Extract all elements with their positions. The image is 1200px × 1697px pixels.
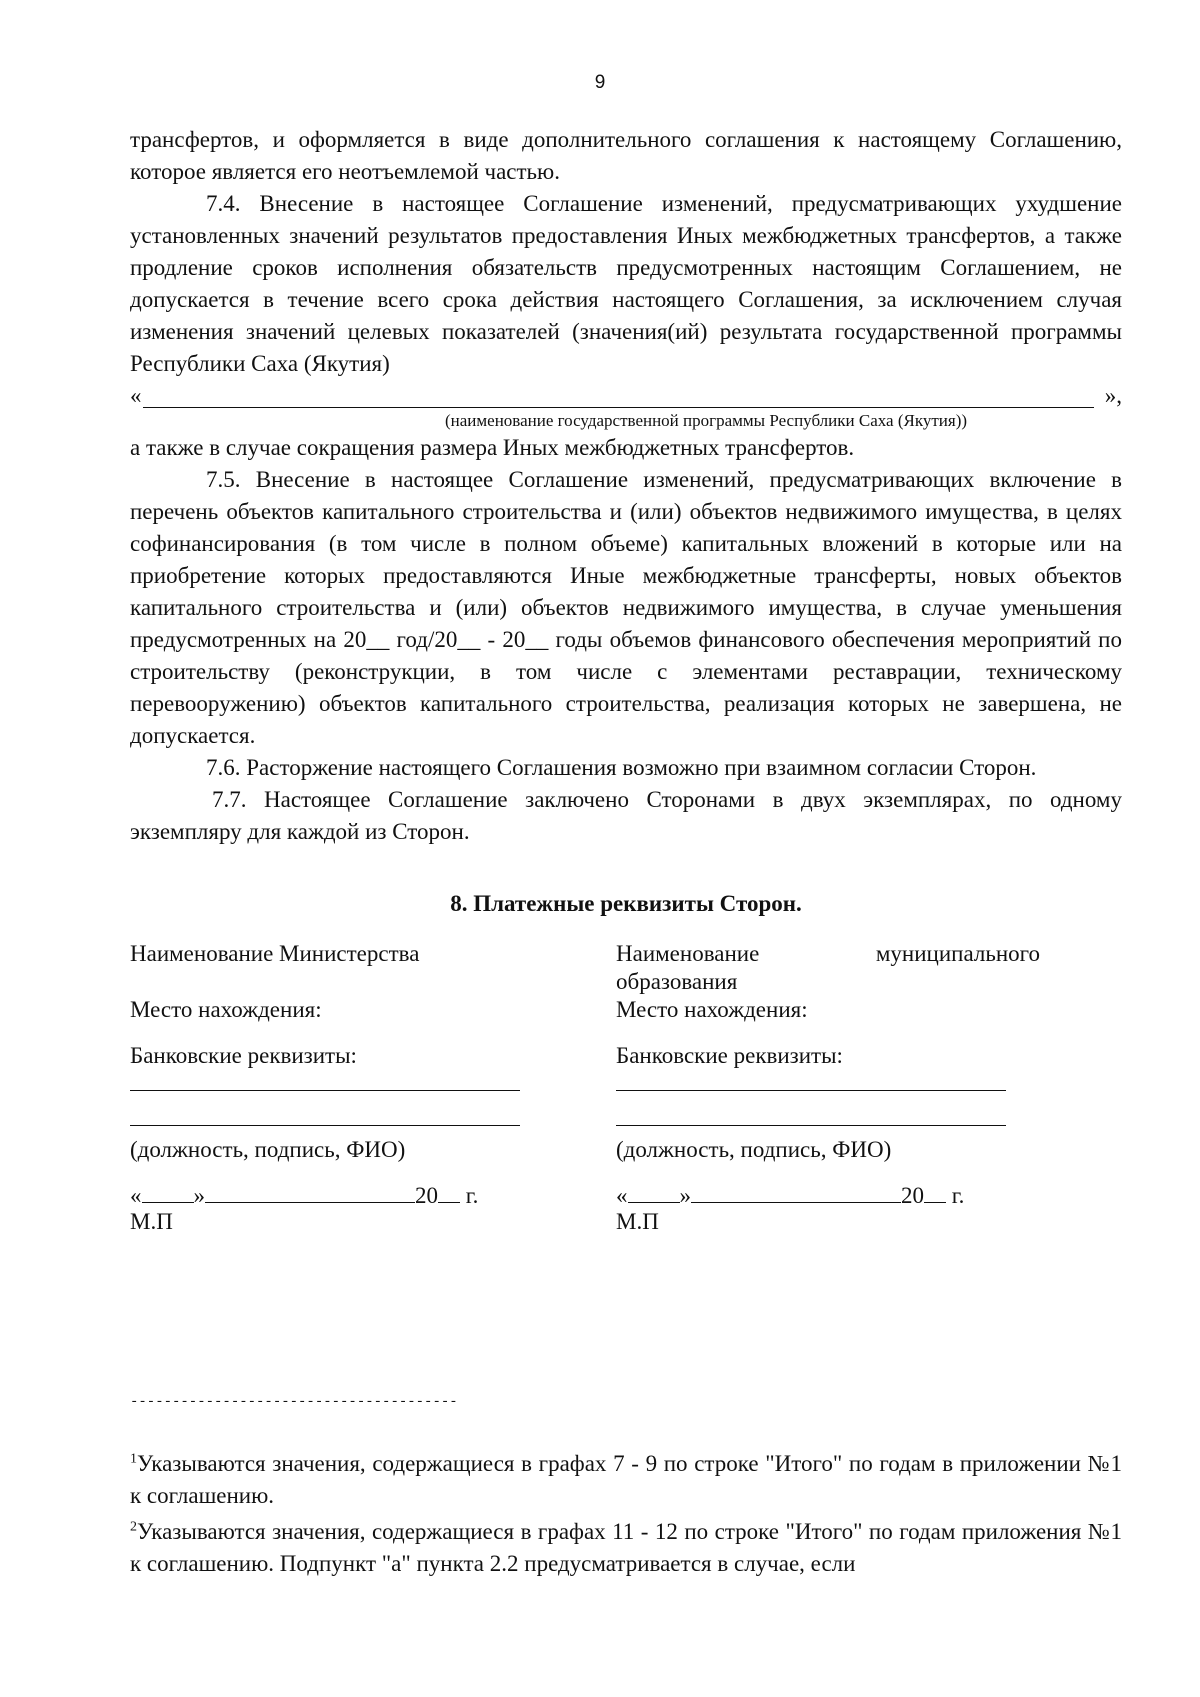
date-year-suffix: г. [951,1183,965,1208]
ministry-location-label: Место нахождения: [130,997,322,1022]
ministry-date-line [130,1182,530,1209]
blank-close-quote: », [1104,383,1122,408]
footnotes [130,1448,1122,1584]
municipality-location-label: Место нахождения: [616,997,808,1022]
municipality-name-word3: образования [616,969,738,994]
footnote-mark: 2 [130,1519,137,1535]
section-8-title: 8. Платежные реквизиты Сторон. [450,891,802,916]
blank-underline [143,407,1094,408]
program-name-blank [130,380,1122,412]
municipality-name-word2: муниципального [875,941,1040,966]
page-number: 9 [594,72,606,93]
municipality-name-word1: Наименование [616,941,760,966]
date-year-prefix: 20 [415,1183,438,1208]
municipality-date-line [616,1182,1016,1209]
footnote-separator: --------------------------------------- [130,1394,458,1410]
date-open-quote: « [616,1183,628,1208]
ministry-signature-caption: (должность, подпись, ФИО) [130,1137,406,1162]
municipality-name-label [616,940,1040,968]
date-year-prefix: 20 [901,1183,924,1208]
payment-details [130,940,1122,1270]
paragraph-7-7: 7.7. Настоящее Соглашение заключено Сторонами в двух экземплярах, по одному экземпляру для каждой из Сторон. [130,787,1122,844]
municipality-seal: М.П [616,1209,659,1234]
footnote-text: Указываются значения, содержащиеся в графах 11 - 12 по строке "Итого" по годам приложения №1 к соглашению. Подпункт "а" пункта 2.2 предусматривается в случае, если [130,1519,1122,1576]
program-name-caption: (наименование государственной программы Республики Саха (Якутия)) [444,411,968,430]
ministry-name-label: Наименование Министерства [130,941,420,966]
municipality-details [616,940,1040,1235]
date-close-quote: » [193,1183,205,1208]
paragraph-7-5: 7.5. Внесение в настоящее Соглашение изменений, предусматривающих включение в перечень объектов капитального строительства и (или) объектов недвижимого имущества, в целях софинансирования (в том числе в полном объеме) капитальных вложений в которые или на приобретение которых предоставляются Иные межбюджетные трансферты, новых объектов капитального строительства и (или) объектов недвижимого имущества, в случае уменьшения предусмотренных на 20__ год/20__ - 20__ годы объемов финансового обеспечения мероприятий по строительству (реконструкции, в том числе с элементами реставрации, техническому перевооружению) объектов капитального строительства, реализация которых не завершена, не допускается. [130,467,1122,748]
paragraph-7-4: 7.4. Внесение в настоящее Соглашение изменений, предусматривающих ухудшение установленных значений результатов предоставления Иных межбюджетных трансфертов, а также продление сроков исполнения обязательств предусмотренных настоящим Соглашением, не допускается в течение всего срока действия настоящего Соглашения, за исключением случая изменения значений целевых показателей (значения(ий) результата государственной программы Республики Саха (Якутия) [130,191,1122,376]
municipality-bank-label: Банковские реквизиты: [616,1043,843,1068]
paragraph-7-6: 7.6. Расторжение настоящего Соглашения возможно при взаимном согласии Сторон. [206,755,1037,780]
ministry-bank-line [130,1070,520,1091]
paragraph-7-4-tail: а также в случае сокращения размера Иных межбюджетных трансфертов. [130,435,855,460]
footnote-2 [130,1516,1122,1580]
date-year-suffix: г. [465,1183,479,1208]
blank-open-quote: « [130,383,142,408]
ministry-bank-label: Банковские реквизиты: [130,1043,357,1068]
ministry-details [130,940,530,1235]
date-open-quote: « [130,1183,142,1208]
paragraph-continued: трансфертов, и оформляется в виде дополнительного соглашения к настоящему Соглашению, которое является его неотъемлемой частью. [130,127,1122,184]
footnote-mark: 1 [130,1451,137,1467]
footnote-1 [130,1448,1122,1512]
ministry-seal: М.П [130,1209,173,1234]
date-close-quote: » [679,1183,691,1208]
municipality-bank-line [616,1070,1006,1091]
municipality-signature-caption: (должность, подпись, ФИО) [616,1137,892,1162]
footnote-text: Указываются значения, содержащиеся в графах 7 - 9 по строке "Итого" по годам в приложении №1 к соглашению. [130,1451,1122,1508]
ministry-signature-line [130,1091,520,1126]
document-body [130,124,1122,1270]
municipality-signature-line [616,1091,1006,1126]
